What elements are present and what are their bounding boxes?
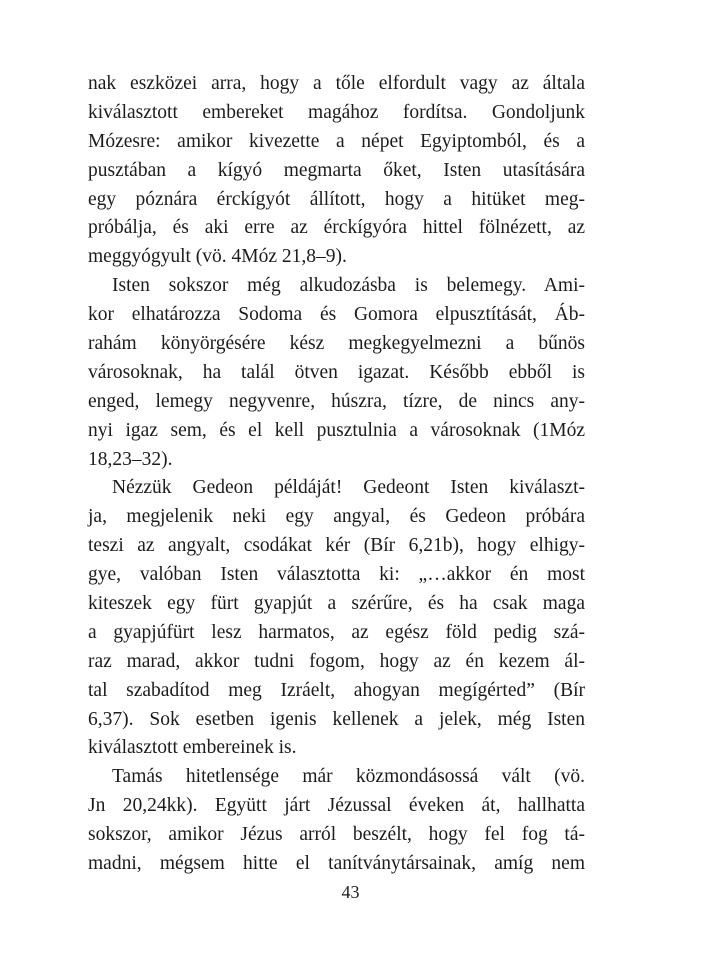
text-line: sokszor, amikor Jézus arról beszélt, hogy fel fog tá- <box>88 824 585 846</box>
text-line: Jn 20,24kk). Együtt járt Jézussal éveken át, hallhatta <box>88 795 585 817</box>
text-line: rahám könyörgésére kész megkegyelmezni a bűnös <box>88 333 585 355</box>
text-line: enged, lemegy negyvenre, húszra, tízre, de nincs any- <box>88 390 585 412</box>
text-line: ja, megjelenik neki egy angyal, és Gedeon próbára <box>88 506 585 528</box>
text-line: teszi az angyalt, csodákat kér (Bír 6,21b), hogy elhigy- <box>88 535 585 557</box>
text-line: kor elhatározza Sodoma és Gomora elpusztítását, Áb- <box>88 304 585 326</box>
body-text <box>88 70 585 879</box>
text-line: kiválasztott embereinek is. <box>88 737 297 759</box>
text-line: kiválasztott embereket magához fordítsa. Gondoljunk <box>88 101 585 123</box>
paragraph <box>88 763 585 879</box>
text-line: pusztában a kígyó megmarta őket, Isten utasítására <box>88 159 585 181</box>
text-line: Nézzük Gedeon példáját! Gedeont Isten kiválaszt- <box>112 477 585 499</box>
paragraph <box>88 70 585 272</box>
text-line: próbálja, és aki erre az érckígyóra hittel fölnézett, az <box>88 217 585 239</box>
text-line: egy póznára érckígyót állított, hogy a hitüket meg- <box>88 188 585 210</box>
text-line: Mózesre: amikor kivezette a népet Egyiptomból, és a <box>88 130 585 152</box>
text-line: Isten sokszor még alkudozásba is belemegy. Ami- <box>112 275 585 297</box>
text-line: kiteszek egy fürt gyapjút a szérűre, és ha csak maga <box>88 593 585 615</box>
paragraph <box>88 474 585 763</box>
text-line: városoknak, ha talál ötven igazat. Később ebből is <box>88 361 585 383</box>
text-line: 18,23–32). <box>88 448 173 470</box>
paragraph <box>88 272 585 474</box>
text-line: tal szabadítod meg Izráelt, ahogyan megígérted” (Bír <box>88 679 585 701</box>
text-line: 6,37). Sok esetben igenis kellenek a jelek, még Isten <box>88 708 585 730</box>
text-line: raz marad, akkor tudni fogom, hogy az én kezem ál- <box>88 650 585 672</box>
page-number: 43 <box>341 882 360 902</box>
text-line: gye, valóban Isten választotta ki: „…akkor én most <box>88 564 585 586</box>
text-line: nyi igaz sem, és el kell pusztulnia a városoknak (1Móz <box>88 419 585 441</box>
text-line: meggyógyult (vö. 4Móz 21,8–9). <box>88 246 347 268</box>
text-line: Tamás hitetlensége már közmondásossá vált (vö. <box>112 766 585 788</box>
text-line: nak eszközei arra, hogy a tőle elfordult vagy az általa <box>88 73 585 94</box>
text-line: a gyapjúfürt lesz harmatos, az egész föld pedig szá- <box>88 621 585 643</box>
text-line: madni, mégsem hitte el tanítványtársainak, amíg nem <box>88 853 585 875</box>
